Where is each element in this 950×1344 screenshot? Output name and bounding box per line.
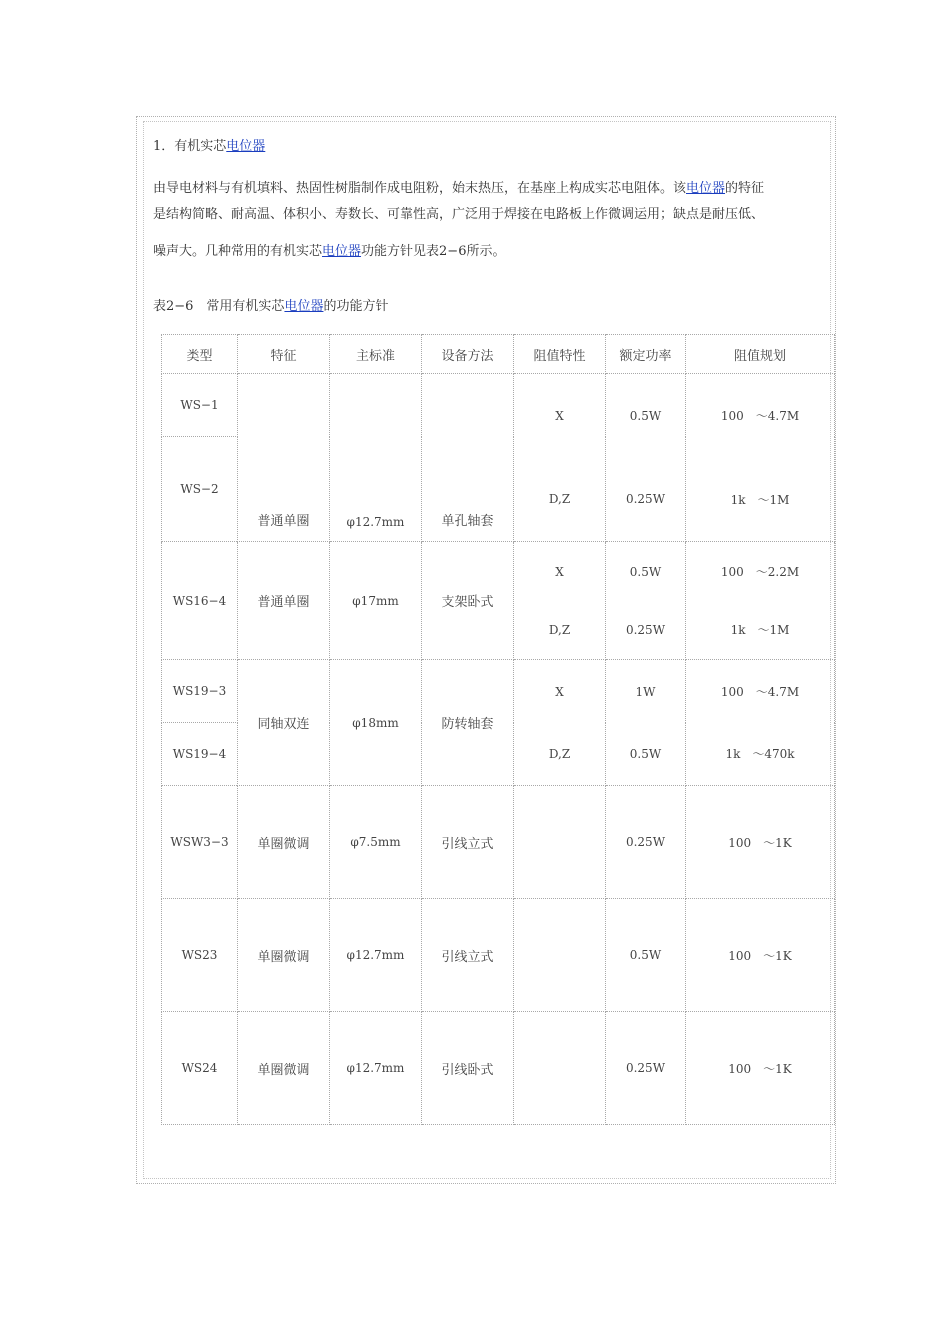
power-text: 0.5W (629, 408, 662, 423)
mount-cell: 引线卧式 (422, 1012, 514, 1125)
range-text: 1k ～1M (730, 623, 790, 637)
feature-text: 普通单圈 (257, 514, 310, 529)
power-cell (606, 542, 686, 660)
header-feature: 特征 (238, 335, 330, 374)
standard-cell (330, 374, 422, 542)
range-cell: 100 ～1K (686, 786, 835, 899)
range-text: 1k ～470k (725, 747, 795, 761)
characteristic-text: X (555, 408, 564, 423)
range-cell (686, 542, 835, 660)
range-cell (686, 374, 835, 542)
power-cell: 0.25W (606, 786, 686, 899)
standard-cell: φ17mm (330, 542, 422, 660)
characteristic-cell (514, 786, 606, 899)
range-text: 1k ～1M (730, 492, 790, 507)
potentiometer-link[interactable]: 电位器 (284, 299, 324, 314)
characteristic-cell (514, 542, 606, 660)
power-text: 0.5W (629, 564, 662, 579)
range-text: 100 ～4.7M (720, 685, 800, 699)
standard-cell: φ7.5mm (330, 786, 422, 899)
paragraph-text: 由导电材料与有机填料、热固性树脂制作成电阻粉，始末热压，在基座上构成实芯电阻体。该 (153, 181, 687, 196)
section-heading (153, 135, 265, 154)
characteristic-text: X (555, 564, 564, 579)
header-standard: 主标准 (330, 335, 422, 374)
spec-table (161, 334, 835, 1125)
caption-text: 的功能方针 (323, 299, 389, 314)
header-characteristic: 阻值特性 (514, 335, 606, 374)
feature-cell: 单圈微调 (238, 899, 330, 1012)
type-cell: WSW3−3 (162, 786, 238, 899)
table-caption (153, 295, 388, 314)
range-cell (686, 660, 835, 786)
power-text: 0.5W (629, 746, 662, 761)
characteristic-cell (514, 899, 606, 1012)
range-text: 100 ～4.7M (720, 409, 800, 424)
header-range: 阻值规划 (686, 335, 835, 374)
mount-cell: 防转轴套 (422, 660, 514, 786)
characteristic-text: D,Z (548, 622, 571, 637)
header-type: 类型 (162, 335, 238, 374)
paragraph-line-3 (153, 240, 505, 259)
power-cell: 0.25W (606, 1012, 686, 1125)
paragraph-text: 功能方针见表2−6所示。 (361, 244, 506, 259)
standard-cell: φ12.7mm (330, 899, 422, 1012)
power-cell: 0.5W (606, 899, 686, 1012)
table-header-row (162, 335, 835, 374)
mount-text: 单孔轴套 (441, 514, 494, 529)
type-cell: WS19−3 (162, 660, 238, 723)
spec-table-wrapper (161, 334, 834, 1125)
feature-cell: 单圈微调 (238, 786, 330, 899)
characteristic-text: D,Z (548, 746, 571, 761)
feature-cell (238, 374, 330, 542)
standard-text: φ12.7mm (346, 515, 405, 529)
characteristic-text: X (555, 684, 564, 699)
mount-cell (422, 374, 514, 542)
type-cell: WS24 (162, 1012, 238, 1125)
paragraph-text: 的特征 (725, 181, 765, 196)
mount-cell: 引线立式 (422, 786, 514, 899)
header-mount: 设备方法 (422, 335, 514, 374)
table-row (162, 786, 835, 899)
header-power: 额定功率 (606, 335, 686, 374)
feature-cell: 同轴双连 (238, 660, 330, 786)
type-cell: WS−2 (162, 437, 238, 542)
mount-cell: 支架卧式 (422, 542, 514, 660)
type-cell: WS23 (162, 899, 238, 1012)
range-cell: 100 ～1K (686, 899, 835, 1012)
power-cell (606, 660, 686, 786)
power-text: 0.25W (625, 622, 666, 637)
power-text: 0.25W (625, 492, 666, 507)
standard-cell: φ12.7mm (330, 1012, 422, 1125)
type-cell: WS16−4 (162, 542, 238, 660)
characteristic-text: D,Z (548, 492, 571, 507)
table-row (162, 542, 835, 660)
mount-cell: 引线立式 (422, 899, 514, 1012)
potentiometer-link[interactable]: 电位器 (686, 181, 726, 196)
table-row (162, 1012, 835, 1125)
paragraph-line-1 (153, 177, 764, 196)
heading-text: 1．有机实芯 (153, 139, 227, 154)
characteristic-cell (514, 1012, 606, 1125)
standard-cell: φ18mm (330, 660, 422, 786)
power-cell (606, 374, 686, 542)
type-cell: WS19−4 (162, 723, 238, 786)
potentiometer-link[interactable]: 电位器 (226, 139, 266, 154)
range-cell: 100 ～1K (686, 1012, 835, 1125)
paragraph-line-2: 是结构简略、耐高温、体积小、寿数长、可靠性高，广泛用于焊接在电路板上作微调运用；缺点是耐压低、 (153, 207, 765, 222)
power-text: 1W (635, 684, 656, 699)
range-text: 100 ～2.2M (720, 565, 800, 579)
feature-cell: 单圈微调 (238, 1012, 330, 1125)
table-row (162, 660, 835, 723)
table-row (162, 899, 835, 1012)
characteristic-cell (514, 374, 606, 542)
type-cell: WS−1 (162, 374, 238, 437)
potentiometer-link[interactable]: 电位器 (322, 244, 362, 259)
caption-text: 表2−6 常用有机实芯 (153, 299, 285, 314)
paragraph-text: 噪声大。几种常用的有机实芯 (153, 244, 323, 259)
table-row (162, 374, 835, 437)
feature-cell: 普通单圈 (238, 542, 330, 660)
characteristic-cell (514, 660, 606, 786)
